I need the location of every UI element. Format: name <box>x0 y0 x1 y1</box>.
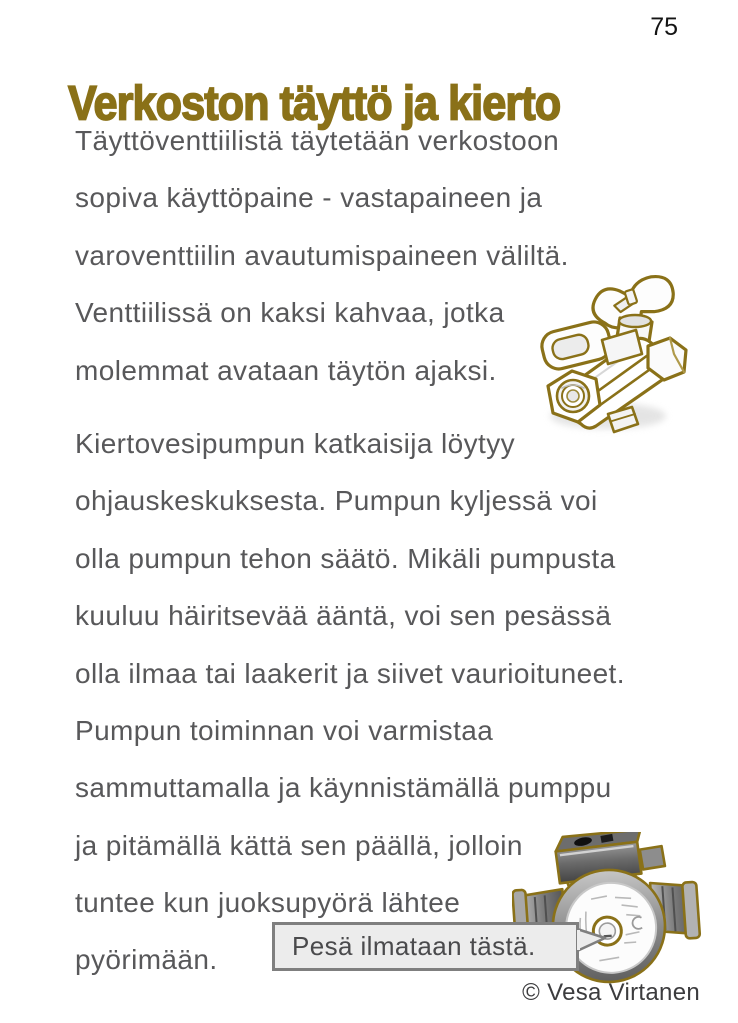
body-line: olla pumpun tehon säätö. Mikäli pumpusta <box>75 542 616 574</box>
callout-box <box>272 922 579 971</box>
body-line: pyörimään. <box>75 944 218 976</box>
body-line: Venttiilissä on kaksi kahvaa, jotka <box>75 297 505 329</box>
body-line: Kiertovesipumpun katkaisija löytyy <box>75 427 516 459</box>
body-line: tuntee kun juoksupyörä lähtee <box>75 887 461 919</box>
callout-pointer <box>577 924 611 956</box>
copyright-notice: © Vesa Virtanen <box>522 979 700 1006</box>
body-line: Pumpun toiminnan voi varmistaa <box>75 714 494 746</box>
body-line: sopiva käyttöpaine - vastapaineen ja <box>75 182 543 214</box>
page-number: 75 <box>650 13 678 41</box>
body-line: varoventtiilin avautumispaineen väliltä. <box>75 239 569 271</box>
page-title: Verkoston täyttö ja kierto <box>68 75 561 130</box>
filling-valve-illustration <box>536 266 698 438</box>
body-line: ohjauskeskuksesta. Pumpun kyljessä voi <box>75 485 598 517</box>
body-line: olla ilmaa tai laakerit ja siivet vaurioituneet. <box>75 657 625 689</box>
body-line: Täyttöventtiilistä täytetään verkostoon <box>75 125 560 156</box>
body-line: ja pitämällä kättä sen päällä, jolloin <box>75 829 523 861</box>
callout-text: Pesä ilmataan tästä. <box>292 931 536 961</box>
body-line: sammuttamalla ja käynnistämällä pumppu <box>75 772 612 804</box>
valve-drawing-icon <box>536 266 698 438</box>
body-line: molemmat avataan täytön ajaksi. <box>75 354 497 386</box>
body-line: kuuluu häiritsevää ääntä, voi sen pesässä <box>75 600 612 632</box>
